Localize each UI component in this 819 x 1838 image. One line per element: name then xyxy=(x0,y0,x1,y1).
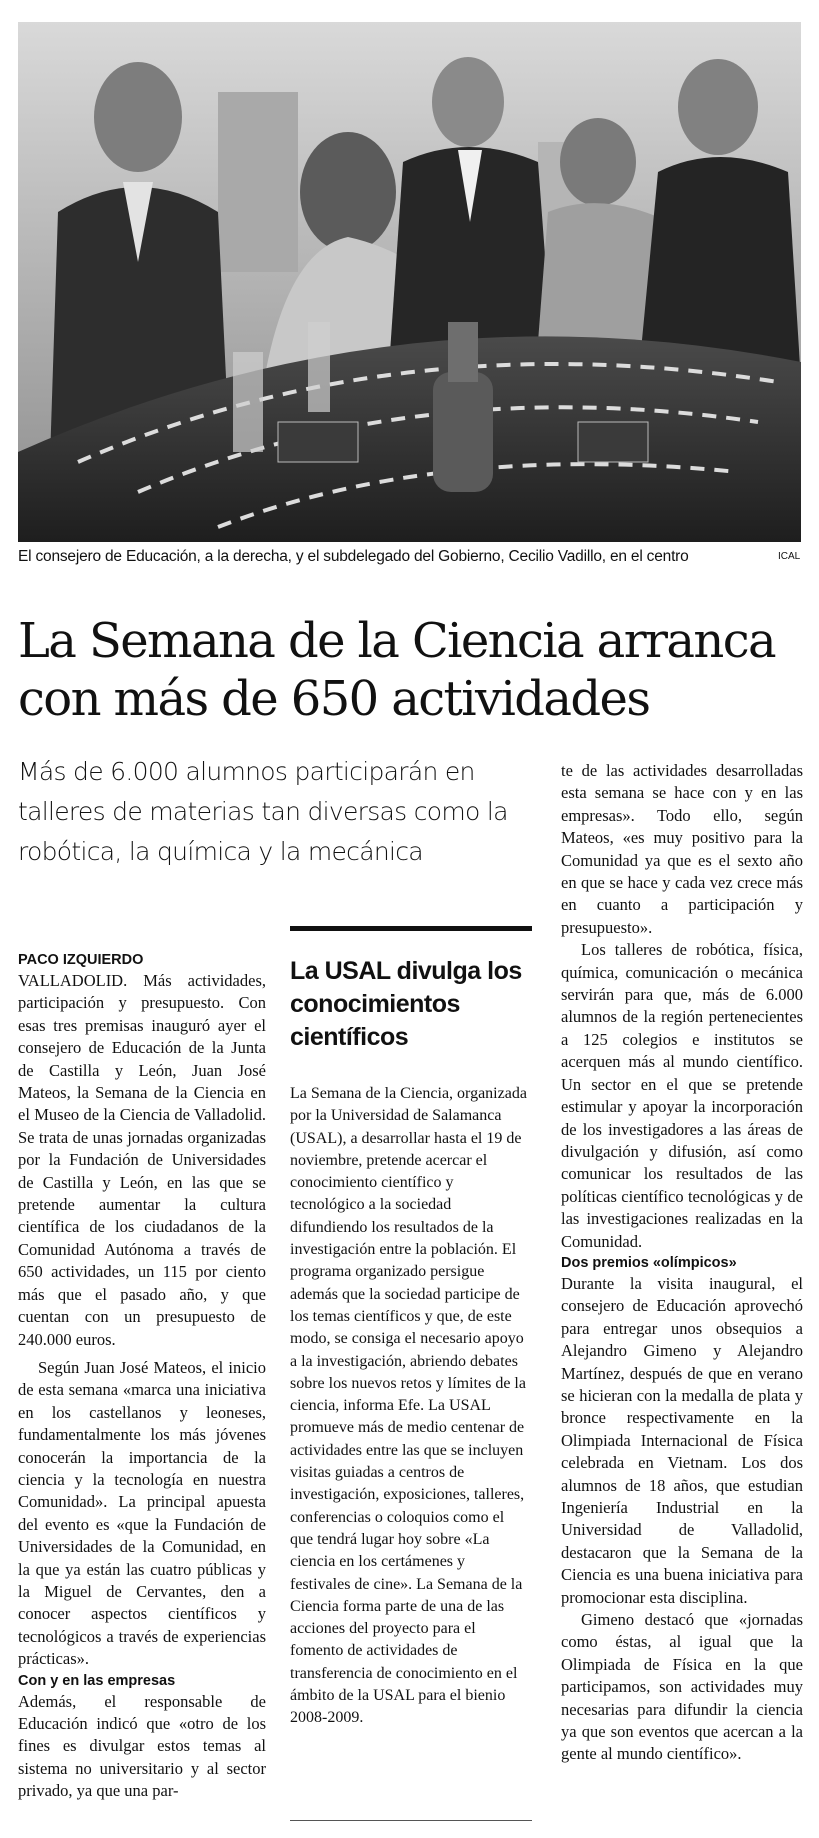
paragraph: VALLADOLID. Más actividades, participación y presupuesto. Con esas tres premisas inauguró ayer el consejero de Educación de la Junta de Castilla y León, Juan José Mateos, la Semana de la Ciencia en el Museo de la Ciencia de Valladolid. Se trata de unas jornadas organizadas por la Fundación de Universidades de Castilla y León, en las que se pretende aumentar la cultura científica de los ciudadanos de la Comunidad Autónoma a través de 650 actividades, un 115 por ciento más que el pasado año, y que cuentan con un presupuesto de 240.000 euros. xyxy=(18,971,266,1349)
sidebar-body xyxy=(290,1083,528,1730)
photo-credit: ICAL xyxy=(778,551,801,562)
paragraph: Durante la visita inaugural, el consejero de Educación aprovechó para entregar unos obsequios a Alejandro Gimeno y Alejandro Martínez, después de que en verano se hicieran con la medalla de plata y bronce respectivamente en la Olimpiada Internacional de Física celebrada en Vietnam. Los dos alumnos de 18 años, que estudian Ingeniería Industrial en la Universidad de Valladolid, destacaron que la Semana de la Ciencia es una buena iniciativa para promocionar esta disciplina. xyxy=(561,1273,803,1607)
paragraph: Los talleres de robótica, física, química, comunicación o mecánica servirán para que, más de 6.000 alumnos de la región pertenecientes a 125 colegios e institutos se acerquen más al mundo científico. Un sector en el que se pretende estimular y apoyar la incorporación de los investigadores a las áreas de divulgación y difusión, así como comunicar los resultados de las políticas científico tecnológicas y de las investigaciones realizadas en la Comunidad. xyxy=(561,940,803,1251)
sidebar-title: La USAL divulga los conocimientos científicos xyxy=(290,957,522,1051)
sidebar-bottom-rule xyxy=(290,1820,532,1821)
deck-subtitle: Más de 6.000 alumnos participarán en talleres de materias tan diversas como la robótica, la química y la mecánica xyxy=(18,757,508,866)
byline: PACO IZQUIERDO xyxy=(18,952,144,968)
article-column-3 xyxy=(561,760,803,1766)
paragraph: te de las actividades desarrolladas esta semana se hace con y en las empresas». Todo ello, según Mateos, «es muy positivo para la Comunidad ya que es el sexto año en que se hace y cada vez crece más en cuanto a participación y presupuesto». xyxy=(561,761,803,937)
photo-caption: El consejero de Educación, a la derecha, y el subdelegado del Gobierno, Cecilio Vadillo, en el centro xyxy=(18,548,689,565)
photo-illustration xyxy=(18,22,801,542)
sidebar-top-rule xyxy=(290,926,532,931)
headline: La Semana de la Ciencia arranca con más de 650 actividades xyxy=(18,613,776,727)
paragraph: Según Juan José Mateos, el inicio de esta semana «marca una iniciativa en los castellanos y leoneses, fundamentalmente los más jóvenes conocerán la importancia de la ciencia y la tecnología en nuestra Comunidad». La principal apuesta del evento es «que la Fundación de Universidades de la Comunidad, en la que ya están las cuatro públicas y la Miguel de Cervantes, den a conocer aspectos científicos y tecnológicos a través de experiencias prácticas». xyxy=(18,1357,266,1669)
paragraph: La Semana de la Ciencia, organizada por la Universidad de Salamanca (USAL), a desarrollar hasta el 19 de noviembre, pretende acercar el conocimiento científico y tecnológico a la sociedad difundiendo los resultados de la investigación entre la población. El programa organizado persigue además que la sociedad participe de los temas científicos y que, de este modo, se consiga el necesario apoyo a la investigación, abriendo debates sobre los nuevos retos y límites de la ciencia, informa Efe. La USAL promueve más de medio centenar de actividades entre las que se incluyen visitas guiadas a centros de investigación, exposiciones, talleres, conferencias o coloquios como el que tendrá lugar hoy sobre «La ciencia en los certámenes y festivales de cine». La Semana de la Ciencia forma parte de una de las acciones del proyecto para el fomento de actividades de transferencia de conocimiento en el ámbito de la USAL para el bienio 2008-2009. xyxy=(290,1085,527,1727)
paragraph: Gimeno destacó que «jornadas como éstas, al igual que la Olimpiada de Física en la que participamos, son actividades muy necesarias para difundir la ciencia ya que son eventos que acercan a la gente al mundo científico». xyxy=(561,1610,803,1764)
subheading: Dos premios «olímpicos» xyxy=(561,1254,737,1271)
article-column-1 xyxy=(18,950,266,1803)
subheading: Con y en las empresas xyxy=(18,1672,176,1689)
paragraph: Además, el responsable de Educación indicó que «otro de los fines es divulgar estos temas al sistema no universitario y al sector privado, ya que una par- xyxy=(18,1691,266,1801)
news-photo xyxy=(18,22,801,542)
